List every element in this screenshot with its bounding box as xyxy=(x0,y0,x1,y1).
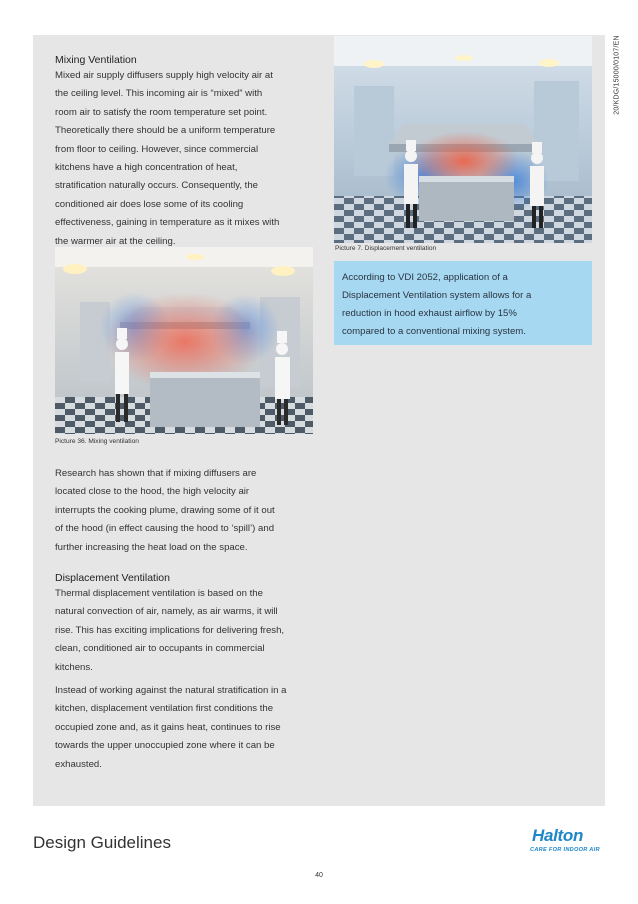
displacement-paragraph: Thermal displacement ventilation is based on the natural convection of air, namely, as air warms, it will rise. This has exciting implications for delivering fresh, clean, conditioned air to occupants in commercial kitchens. xyxy=(55,588,285,673)
document-code: 20/KDG/15000/0107/EN xyxy=(613,35,621,115)
footer-title: Design Guidelines xyxy=(33,833,171,852)
research-paragraph: Research has shown that if mixing diffusers are located close to the hood, the high velocity air interrupts the cooking plume, drawing some of it out of the hood (in effect causing the hood to ‘spill’) and further increasing the heat load on the space. xyxy=(55,468,275,553)
kitchen-mixing-photo xyxy=(55,247,313,434)
callout-text: According to VDI 2052, application of a Displacement Ventilation system allows for a reduction in hood exhaust airflow by 15% compared to a conventional mixing system. xyxy=(342,272,532,337)
displacement-heading: Displacement Ventilation xyxy=(55,572,170,584)
displacement-paragraph-2: Instead of working against the natural stratification in a kitchen, displacement ventilation first conditions the occupied zone and, as it gains heat, continues to rise towards the upper unoccupied zone where it can be exhausted. xyxy=(55,685,287,770)
kitchen-displacement-photo xyxy=(334,36,592,243)
mixing-heading: Mixing Ventilation xyxy=(55,54,137,66)
halton-logo xyxy=(526,826,608,862)
logo-tagline: CARE FOR INDOOR AIR xyxy=(530,847,600,853)
displacement-caption: Picture 7. Displacement ventilation xyxy=(335,245,437,252)
mixing-caption: Picture 36. Mixing ventilation xyxy=(55,438,139,445)
page-number: 40 xyxy=(315,872,323,879)
vdi-callout xyxy=(334,261,592,345)
mixing-paragraph: Mixed air supply diffusers supply high velocity air at the ceiling level. This incoming air is “mixed” with room air to satisfy the room temperature set point. Theoretically there should be a uniform temperature from floor to ceiling. However, since commercial kitchens have a high concentration of heat, stratification naturally occurs. Consequently, the conditioned air does lose some of its cooling effectiveness, gaining in temperature as it mixes with the warmer air at the ceiling. xyxy=(55,70,280,247)
logo-name: Halton xyxy=(532,826,584,845)
